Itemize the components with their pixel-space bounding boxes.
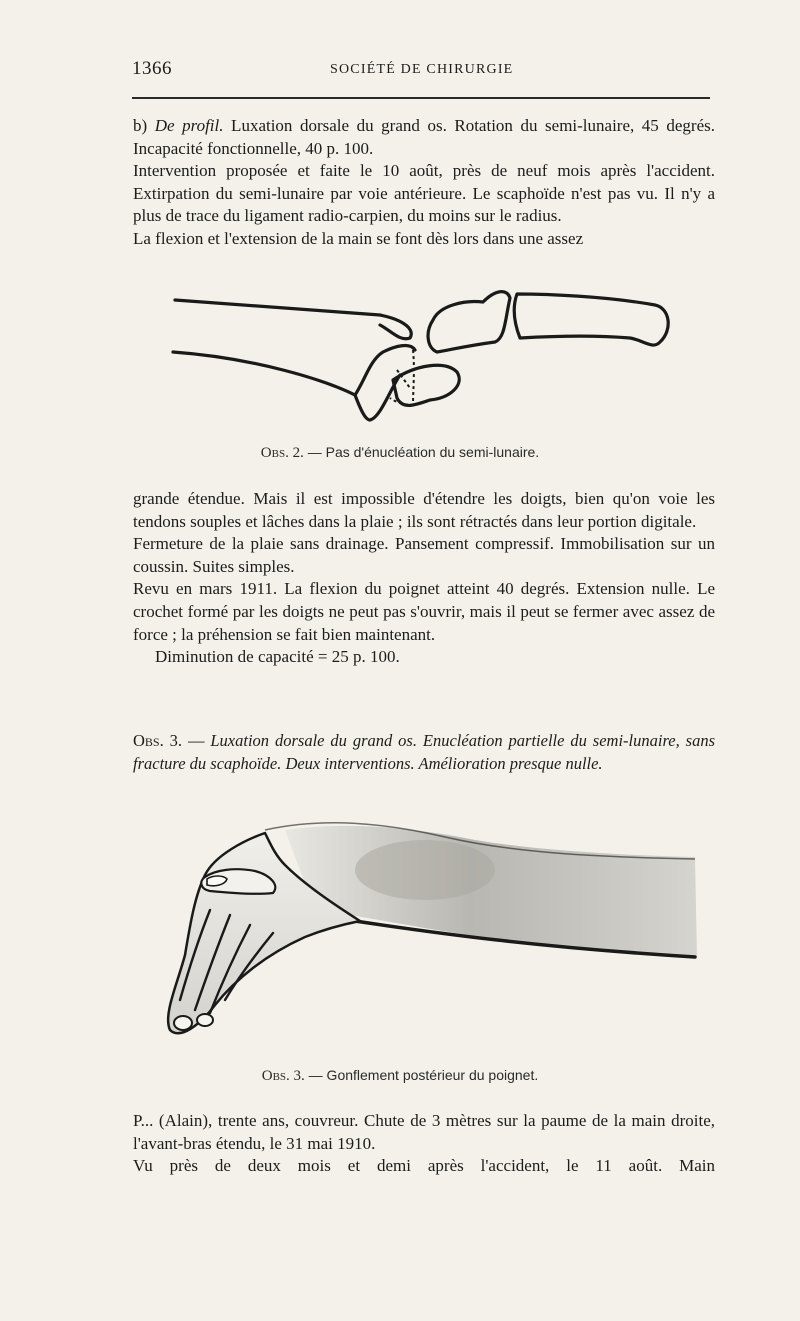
capitate-bone [428, 292, 510, 352]
text-block-1 [133, 115, 715, 251]
paragraph-vu: Vu près de deux mois et demi après l'accident, le 11 août. Main [133, 1156, 715, 1176]
figure2-caption-text: — Gonflement postérieur du poignet. [304, 1067, 539, 1083]
wrist-bones-diagram [165, 280, 685, 440]
profil-text: Luxation dorsale du grand os. Rotation du semi-lunaire, 45 degrés. Incapacité fonctionnelle, 40 p. 100. [133, 116, 715, 158]
figure1-caption-text: — Pas d'énucléation du semi-lunaire. [303, 444, 540, 460]
lunate-bone [393, 365, 459, 405]
hand-illustration [155, 815, 700, 1045]
figure2-caption-obs: Obs. 3. [261, 1068, 305, 1084]
figure2-caption [0, 1067, 800, 1085]
running-title: SOCIÉTÉ DE CHIRURGIE [330, 62, 514, 77]
paragraph-grande-etendue: grande étendue. Mais il est impossible d'étendre les doigts, bien qu'on voie les tendons souples et lâches dans la plaie ; ils sont rétractés dans leur portion digitale. [133, 489, 715, 531]
paragraph-flexion-start: La flexion et l'extension de la main se font dès lors dans une assez [133, 228, 584, 248]
obs3-heading [133, 730, 715, 775]
text-block-3 [133, 1110, 715, 1178]
page-number: 1366 [132, 58, 172, 79]
paragraph-fermeture: Fermeture de la plaie sans drainage. Pansement compressif. Immobilisation sur un coussin. Suites simples. [133, 534, 715, 576]
fingernail-1 [174, 1016, 192, 1030]
figure1-caption [0, 444, 800, 462]
text-block-2 [133, 488, 715, 669]
paragraph-intervention: Intervention proposée et faite le 10 août, près de neuf mois après l'accident. Extirpation du semi-lunaire par voie antérieure. Le scaphoïde n'est pas vu. Il n'y a plus de trace du ligament radio-carpien, du moins sur le radius. [133, 161, 715, 226]
dorsal-swelling [355, 840, 495, 900]
radius-lower-outline [173, 346, 415, 395]
figure1-caption-obs: Obs. 2. [260, 445, 304, 461]
paragraph-revu: Revu en mars 1911. La flexion du poignet atteint 40 degrés. Extension nulle. Le crochet formé par les doigts ne peut pas s'ouvrir, mais il peut se fermer avec assez de force ; la préhension se fait bien maintenant. [133, 579, 715, 644]
paragraph-patient: P... (Alain), trente ans, couvreur. Chute de 3 mètres sur la paume de la main droite, l'avant-bras étendu, le 31 mai 1910. [133, 1111, 715, 1153]
obs3-title: Luxation dorsale du grand os. Enucléation partielle du semi-lunaire, sans fracture du scaphoïde. Deux interventions. Amélioration presque nulle. [133, 731, 715, 773]
radius-upper-outline [175, 300, 411, 339]
profil-label-italic: De profil. [154, 116, 224, 135]
paragraph-diminution: Diminution de capacité = 25 p. 100. [155, 647, 400, 667]
profil-label: b) [133, 116, 155, 135]
header-rule [132, 97, 710, 99]
obs3-label: Obs. 3. — [133, 731, 211, 750]
metacarpal-bone [514, 294, 668, 345]
fingernail-2 [197, 1014, 213, 1026]
paragraph-profil [133, 115, 715, 160]
